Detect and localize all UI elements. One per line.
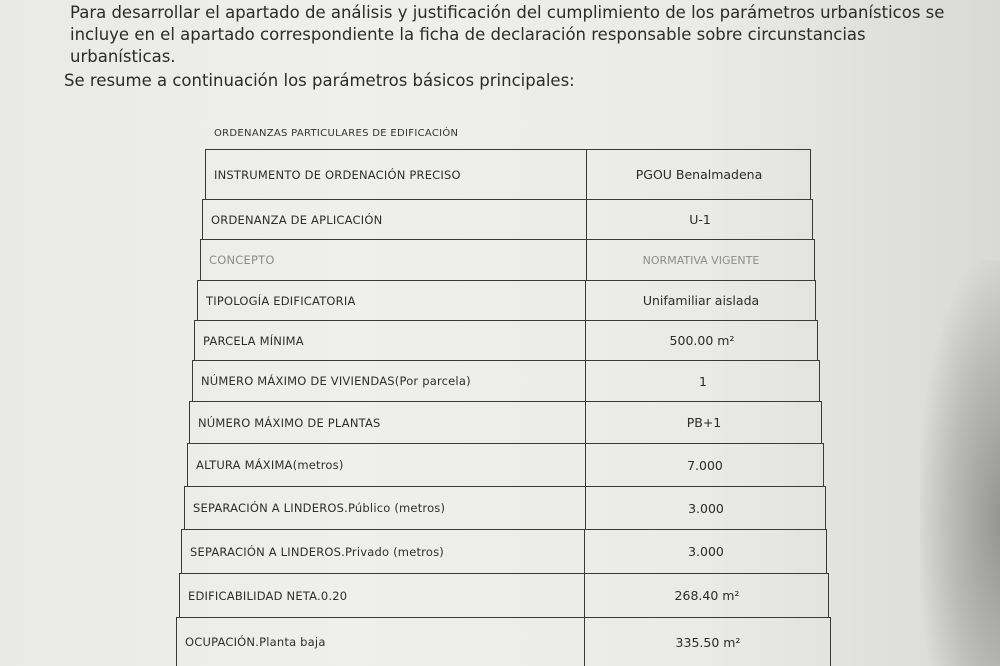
table-row [197, 280, 816, 320]
table-row [176, 617, 831, 666]
intro-line-2: incluye en el apartado correspondiente la ficha de declaración responsable sobre circunstancias urbanísticas. [70, 25, 866, 66]
row-label: EDIFICABILIDAD NETA. 0.20 [188, 588, 348, 603]
row-value: PB+1 [686, 415, 722, 430]
row-label: SEPARACIÓN A LINDEROS. Privado (metros) [190, 544, 444, 559]
table-title: ORDENANZAS PARTICULARES DE EDIFICACIÓN [214, 128, 459, 139]
row-value: 3.000 [688, 500, 724, 516]
row-value: Unifamiliar aislada [642, 293, 760, 308]
row-value: 335.50 m² [675, 634, 741, 650]
table-row [189, 401, 822, 443]
row-value: 7.000 [687, 457, 723, 473]
summary-text: Se resume a continuación los parámetros básicos principales: [64, 71, 575, 90]
row-label: NÚMERO MÁXIMO DE VIVIENDAS (Por parcela) [201, 374, 471, 388]
table-row [194, 320, 818, 360]
table-row [181, 529, 827, 573]
row-label: ALTURA MÁXIMA (metros) [196, 458, 344, 472]
table-row [184, 486, 826, 529]
row-label: OCUPACIÓN. Planta baja [185, 635, 326, 649]
table-row [205, 149, 811, 199]
row-value: 1 [699, 373, 707, 389]
row-value: 3.000 [688, 544, 724, 559]
table-row [192, 360, 820, 401]
row-value: PGOU Benalmadena [635, 167, 763, 182]
table-row [200, 239, 815, 280]
table-row [187, 443, 824, 486]
row-label: INSTRUMENTO DE ORDENACIÓN PRECISO [214, 167, 461, 182]
row-label: PARCELA MÍNIMA [203, 333, 304, 348]
row-value: NORMATIVA VIGENTE [642, 253, 760, 267]
row-label: CONCEPTO [209, 253, 275, 267]
row-value: U-1 [689, 212, 711, 227]
table-row [179, 573, 829, 617]
row-value: 268.40 m² [674, 588, 740, 603]
table-row [202, 199, 813, 239]
row-label: SEPARACIÓN A LINDEROS. Público (metros) [193, 501, 446, 515]
intro-line-1: Para desarrollar el apartado de análisis y justificación del cumplimiento de los parámetros urbanísticos se [70, 3, 945, 22]
row-label: NÚMERO MÁXIMO DE PLANTAS [198, 415, 381, 430]
row-label: TIPOLOGÍA EDIFICATORIA [206, 293, 356, 308]
row-label: ORDENANZA DE APLICACIÓN [211, 212, 383, 227]
row-value: 500.00 m² [669, 333, 735, 348]
